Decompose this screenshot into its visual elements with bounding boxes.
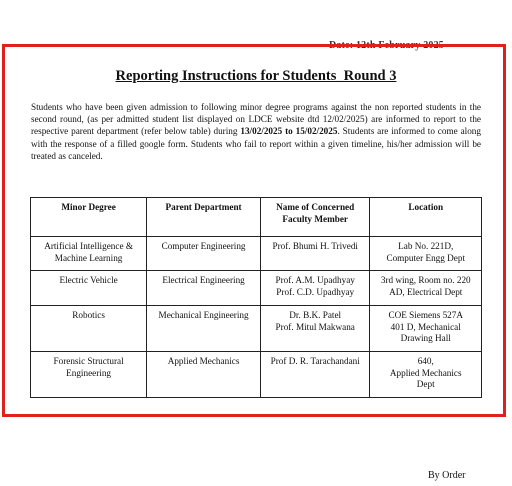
header-minor-degree: Minor Degree xyxy=(31,198,147,237)
cell-line: Electrical Engineering xyxy=(162,275,245,285)
cell-minor-degree xyxy=(31,306,147,352)
cell-parent-department xyxy=(147,306,261,352)
cell-line: Drawing Hall xyxy=(400,333,451,343)
cell-line: Applied Mechanics xyxy=(167,356,240,366)
cell-line: Prof. C.D. Upadhyay xyxy=(276,286,355,297)
cell-line: 640, xyxy=(417,356,434,366)
by-order-signoff: By Order xyxy=(428,470,466,481)
cell-line: Prof D. R. Tarachandani xyxy=(270,356,360,366)
cell-parent-department xyxy=(147,271,261,306)
cell-line: Applied Mechanics xyxy=(389,367,462,378)
cell-parent-department xyxy=(147,352,261,398)
header-faculty-member: Name of Concerned Faculty Member xyxy=(260,198,370,237)
cell-minor-degree xyxy=(31,271,147,306)
cell-parent-department xyxy=(147,237,261,271)
cell-line: Forensic Structural xyxy=(53,356,124,366)
intro-text-part2: . Students are informed to come along with the response of a filled google form. Students who fail to report within a given timeline, his/her admission will be treated as canceled. xyxy=(31,126,481,161)
cell-line: Robotics xyxy=(72,310,105,320)
table-row xyxy=(31,306,482,352)
cell-line: Mechanical Engineering xyxy=(158,310,249,320)
table-row xyxy=(31,237,482,271)
cell-line: Computer Engineering xyxy=(161,241,246,251)
intro-text-part1: Students who have been given admission to following minor degree programs against the non reported students in the second round, (as per admitted student list displayed on LDCE website dtd 12/02/2025) are informed to report to the respective parent department (refer below table) during xyxy=(31,102,481,137)
cell-line: Computer Engg Dept xyxy=(386,252,466,263)
cell-faculty-member xyxy=(260,237,370,271)
cell-location xyxy=(370,271,482,306)
cell-line: Machine Learning xyxy=(54,252,123,263)
cell-line: COE Siemens 527A xyxy=(388,310,463,320)
cell-line: 3rd wing, Room no. 220 xyxy=(380,275,471,285)
cell-line: Prof. Mitul Makwana xyxy=(275,321,355,332)
cell-line: Electric Vehicle xyxy=(59,275,118,285)
intro-paragraph xyxy=(31,101,481,162)
cell-line: AD, Electrical Dept xyxy=(389,286,463,297)
cell-minor-degree xyxy=(31,352,147,398)
cell-line: Prof. Bhumi H. Trivedi xyxy=(272,241,358,251)
cell-faculty-member xyxy=(260,306,370,352)
table-header-row xyxy=(31,198,482,237)
date-line: Date: 12th February 2025 xyxy=(328,40,444,51)
cell-line: Prof. A.M. Upadhyay xyxy=(275,275,355,285)
table-row xyxy=(31,271,482,306)
cell-line: Artificial Intelligence & xyxy=(44,241,133,251)
minor-degree-table xyxy=(30,197,482,398)
cell-line: Dr. B.K. Patel xyxy=(289,310,342,320)
cell-line: Dept xyxy=(416,379,435,389)
cell-line: Lab No. 221D, xyxy=(398,241,454,251)
cell-line: Engineering xyxy=(66,367,112,378)
cell-faculty-member xyxy=(260,352,370,398)
header-parent-department: Parent Department xyxy=(147,198,261,237)
cell-line: 401 D, Mechanical xyxy=(390,321,461,332)
cell-location xyxy=(370,237,482,271)
page-title: Reporting Instructions for Students_Round 3 xyxy=(115,68,397,84)
cell-location xyxy=(370,306,482,352)
header-location: Location xyxy=(370,198,482,237)
table-row xyxy=(31,352,482,398)
cell-minor-degree xyxy=(31,237,147,271)
intro-date-range: 13/02/2025 to 15/02/2025 xyxy=(240,126,338,137)
cell-faculty-member xyxy=(260,271,370,306)
cell-location xyxy=(370,352,482,398)
